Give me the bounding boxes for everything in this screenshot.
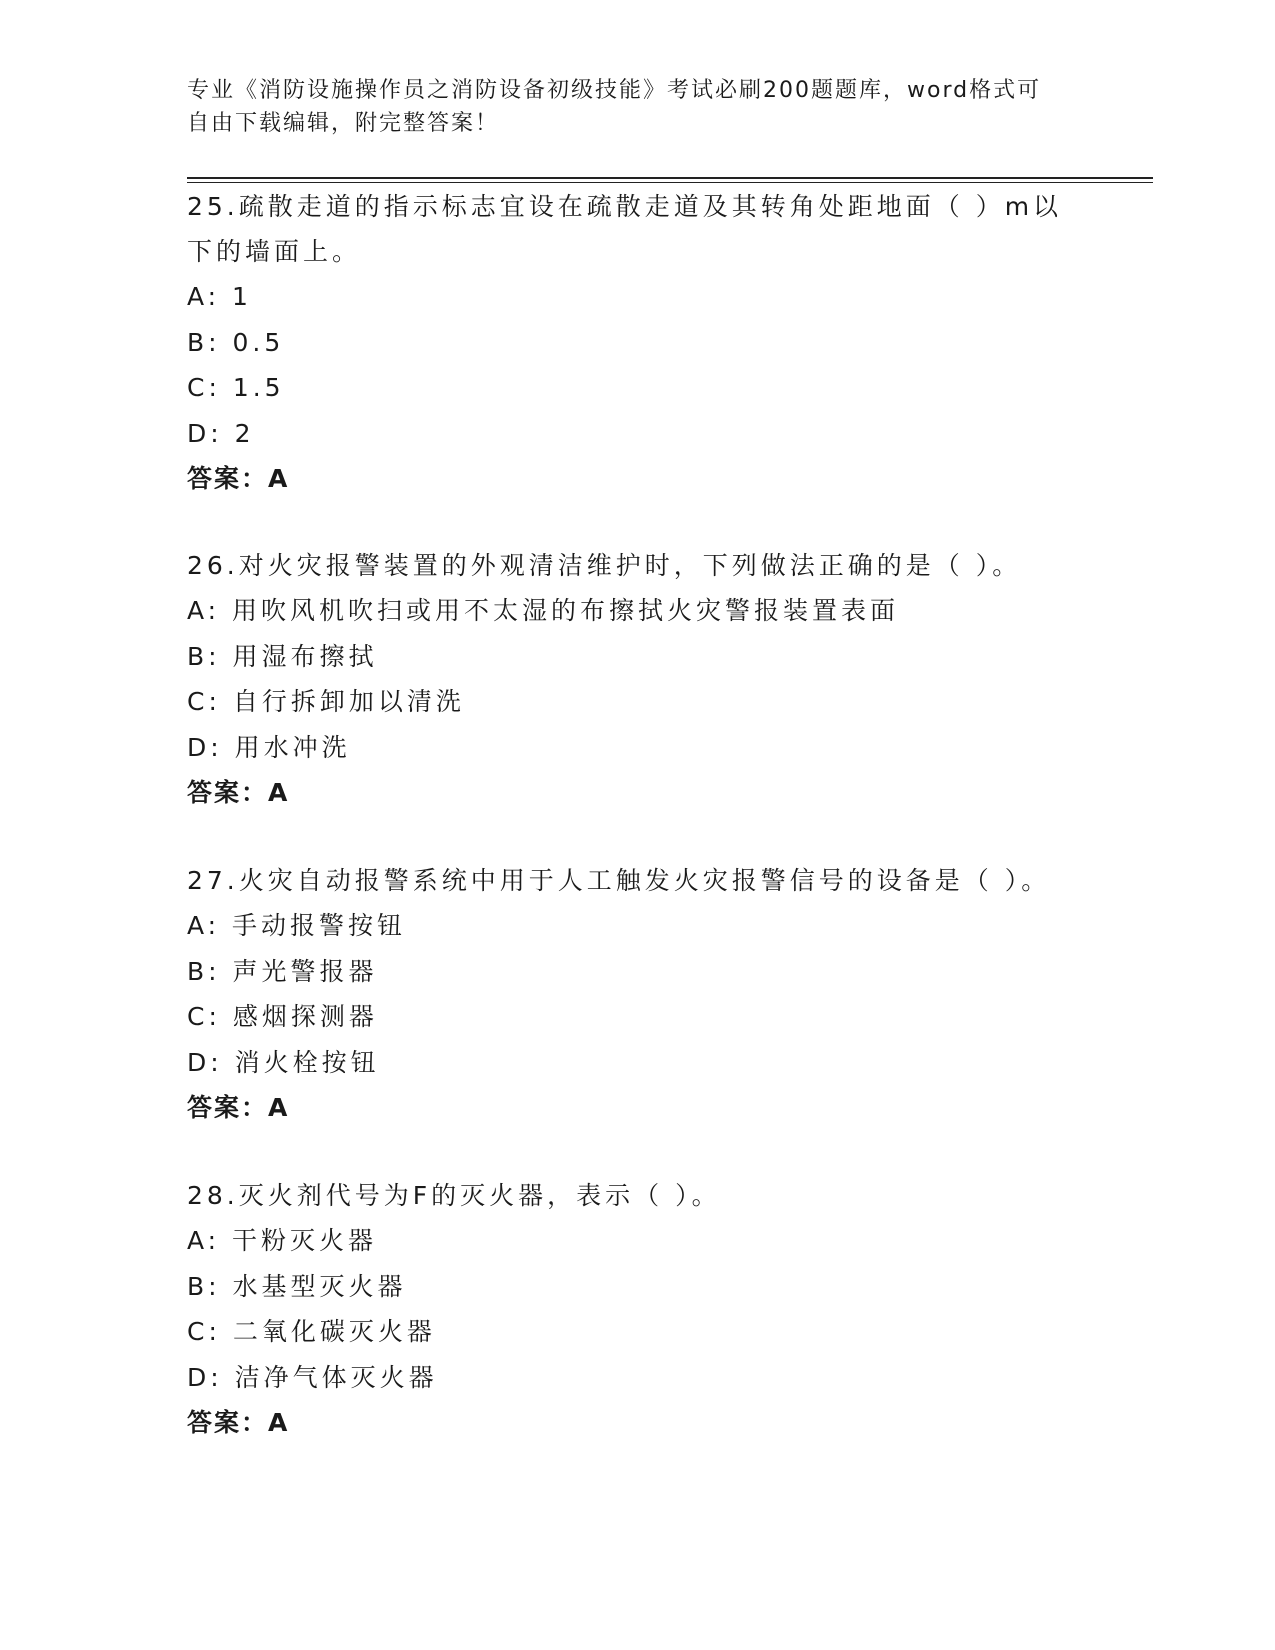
option-a: A: 干粉灭火器	[187, 1226, 378, 1255]
option-d: D: 用水冲洗	[187, 732, 351, 762]
question-stem: 27.火灾自动报警系统中用于人工触发火灾报警信号的设备是（ ）。	[187, 866, 1051, 895]
question-stem: 下的墙面上。	[187, 237, 362, 266]
question-stem: 25.疏散走道的指示标志宜设在疏散走道及其转角处距地面（ ）m以	[187, 192, 1063, 221]
header-divider	[187, 182, 1153, 183]
answer-label: 答案：A	[187, 778, 290, 807]
option-a: A: 1	[187, 282, 252, 311]
option-d: D: 2	[187, 418, 255, 448]
option-b: B: 声光警报器	[187, 956, 378, 986]
option-d: D: 洁净气体灭火器	[187, 1362, 438, 1392]
option-c: C: 自行拆卸加以清洗	[187, 687, 465, 716]
question-block	[187, 858, 1067, 1130]
header-line: 专业《消防设施操作员之消防设备初级技能》考试必刷200题题库，word格式可	[187, 78, 1042, 103]
option-a: A: 手动报警按钮	[187, 911, 407, 940]
option-b: B: 水基型灭火器	[187, 1271, 407, 1301]
question-block	[187, 184, 1067, 501]
header-line: 自由下载编辑，附完整答案！	[187, 111, 500, 136]
question-stem: 28.灭火剂代号为F的灭火器，表示（ ）。	[187, 1181, 721, 1210]
option-b: B: 0.5	[187, 327, 285, 357]
answer-label: 答案：A	[187, 1093, 290, 1122]
question-block	[187, 543, 1067, 815]
answer-label: 答案：A	[187, 464, 290, 493]
option-b: B: 用湿布擦拭	[187, 641, 378, 671]
header-divider	[187, 177, 1153, 179]
answer-label: 答案：A	[187, 1408, 290, 1437]
question-block	[187, 1173, 1067, 1445]
option-d: D: 消火栓按钮	[187, 1047, 380, 1077]
option-a: A: 用吹风机吹扫或用不太湿的布擦拭火灾警报装置表面	[187, 596, 900, 625]
option-c: C: 感烟探测器	[187, 1002, 378, 1031]
option-c: C: 二氧化碳灭火器	[187, 1317, 436, 1346]
document-header	[187, 74, 1067, 140]
question-stem: 26.对火灾报警装置的外观清洁维护时，下列做法正确的是（ ）。	[187, 551, 1022, 580]
option-c: C: 1.5	[187, 373, 285, 402]
